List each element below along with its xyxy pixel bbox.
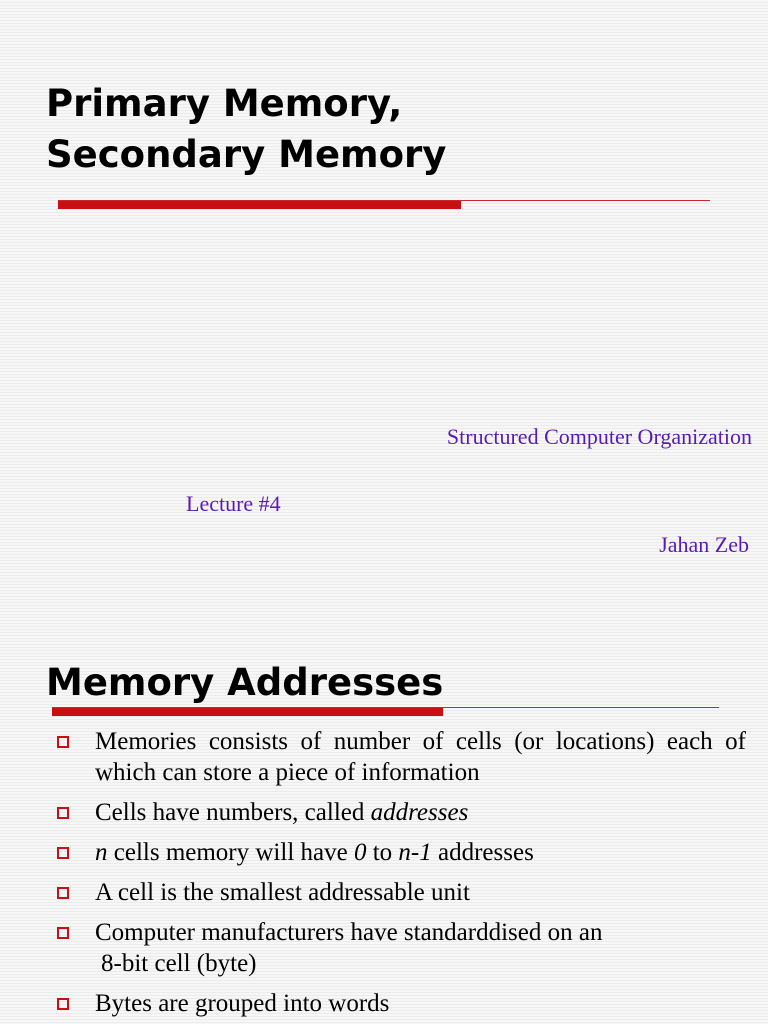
square-bullet-icon [57, 847, 69, 859]
bullet-text: Computer manufacturers have standarddised on an [95, 919, 603, 946]
bullet-continuation: 8-bit cell (byte) [101, 950, 257, 977]
bullet-text: cells memory will have [107, 839, 354, 866]
bullet-list [56, 726, 746, 1024]
slide-memory-addresses [0, 628, 768, 1024]
bullet-text: Cells have numbers, called [95, 799, 371, 826]
square-bullet-icon [57, 927, 69, 939]
lecture-number: Lecture #4 [186, 491, 281, 516]
author-name: Jahan Zeb [659, 532, 749, 557]
bullet-emphasis: n-1 [398, 839, 432, 866]
slide-heading: Memory Addresses [46, 661, 444, 704]
square-bullet-icon [57, 998, 69, 1010]
bullet-text: A cell is the smallest addressable unit [95, 879, 470, 906]
slide-title-heading [46, 78, 446, 180]
heading-rule-thick [52, 708, 443, 716]
title-line-1: Primary Memory, [46, 82, 403, 125]
bullet-text: addresses [431, 839, 534, 866]
square-bullet-icon [57, 887, 69, 899]
list-item [56, 917, 746, 979]
square-bullet-icon [57, 736, 69, 748]
list-item [56, 988, 746, 1019]
bullet-emphasis: 0 [353, 839, 367, 866]
bullet-text: Memories consists of number of cells (or locations) each of which can store a piece of information [95, 728, 746, 786]
square-bullet-icon [57, 807, 69, 819]
bullet-text: to [366, 839, 399, 866]
bullet-emphasis: n [95, 839, 108, 866]
list-item [56, 797, 746, 828]
course-name: Structured Computer Organization [446, 424, 752, 449]
title-line-2: Secondary Memory [46, 133, 447, 176]
title-rule-thick [58, 201, 461, 209]
bullet-text: Bytes are grouped into words [95, 990, 390, 1017]
list-item [56, 837, 746, 868]
list-item [56, 877, 746, 908]
bullet-emphasis: addresses [370, 799, 469, 826]
list-item [56, 726, 746, 788]
